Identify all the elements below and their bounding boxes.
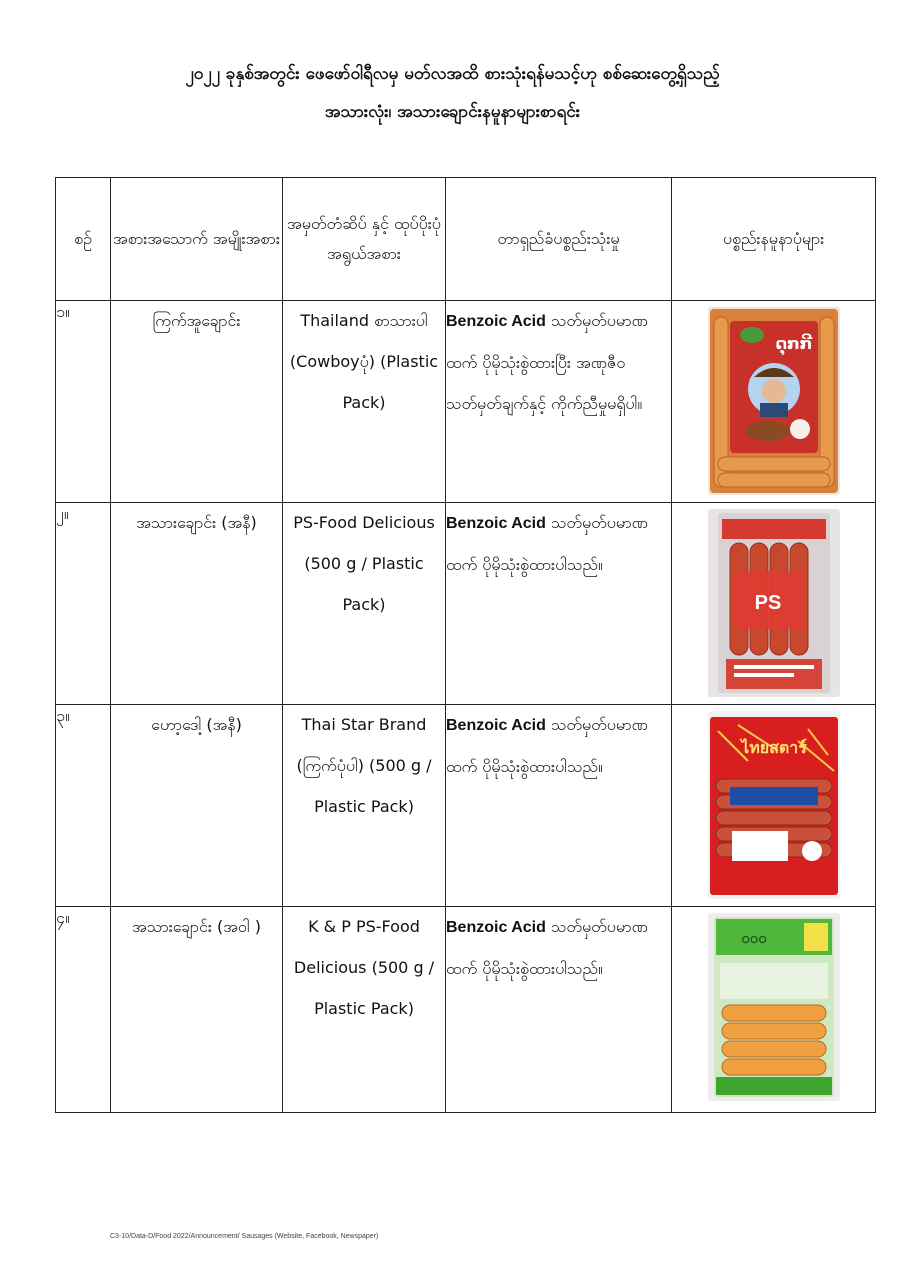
pack-label-text: PS bbox=[754, 592, 781, 614]
sample-photo-cell bbox=[672, 705, 876, 907]
finding-text: သတ်မှတ်ပမာဏထက် ပိုမိုသုံးစွဲထားပြီး အဏုဇီဝသတ်မှတ်ချက်နှင့် ကိုက်ညီမှုမရှိပါ။ bbox=[446, 311, 648, 413]
header-food-type: အစားအသောက် အမျိုးအစား bbox=[111, 178, 283, 301]
pack-label-text: ဝဝဝ bbox=[740, 929, 767, 947]
preservative-finding bbox=[446, 301, 672, 503]
food-type: အသားချောင်း (အနီ) bbox=[111, 503, 283, 705]
finding-text: သတ်မှတ်ပမာဏထက် ပိုမိုသုံးစွဲထားပါသည်။ bbox=[446, 715, 648, 776]
finding-chemical: Benzoic Acid bbox=[446, 919, 546, 936]
row-number: ၁။ bbox=[56, 301, 111, 503]
finding-chemical: Benzoic Acid bbox=[446, 313, 546, 330]
pack-label-text: ไทยสตาร์ bbox=[740, 738, 807, 757]
food-type: ကြက်အူချောင်း bbox=[111, 301, 283, 503]
header-sample-photos: ပစ္စည်းနမူနာပုံများ bbox=[672, 178, 876, 301]
sample-photo-cell bbox=[672, 301, 876, 503]
brand-package: Thai Star Brand (ကြက်ပုံပါ) (500 g / Plastic Pack) bbox=[283, 705, 446, 907]
sample-photo-cell bbox=[672, 907, 876, 1113]
finding-chemical: Benzoic Acid bbox=[446, 515, 546, 532]
table-row bbox=[56, 907, 876, 1113]
sample-table bbox=[55, 177, 876, 1113]
header-brand-package: အမှတ်တံဆိပ် နှင့် ထုပ်ပိုးပုံ အရွယ်အစား bbox=[283, 178, 446, 301]
row-number: ၄။ bbox=[56, 907, 111, 1113]
sausage-pack-photo bbox=[708, 509, 840, 697]
preservative-finding bbox=[446, 503, 672, 705]
sausage-pack-photo bbox=[708, 711, 840, 899]
page-title-line-2: အသားလုံး၊ အသားချောင်းနမူနာများစာရင်း bbox=[324, 102, 581, 122]
header-preservative-use: တာရှည်ခံပစ္စည်းသုံးမှု bbox=[446, 178, 672, 301]
table-row bbox=[56, 705, 876, 907]
page-title-line-1: ၂၀၂၂ ခုနှစ်အတွင်း ဖေဖော်ဝါရီလမှ မတ်လအထိ စားသုံးရန်မသင့်ဟု စစ်ဆေးတွေ့ရှိသည့် bbox=[185, 64, 720, 84]
preservative-finding bbox=[446, 907, 672, 1113]
brand-package: K & P PS-Food Delicious (500 g / Plastic Pack) bbox=[283, 907, 446, 1113]
preservative-finding bbox=[446, 705, 672, 907]
finding-text: သတ်မှတ်ပမာဏထက် ပိုမိုသုံးစွဲထားပါသည်။ bbox=[446, 513, 648, 574]
sausage-pack-photo bbox=[708, 307, 840, 495]
table-row bbox=[56, 301, 876, 503]
food-type: အသားချောင်း (အဝါ ) bbox=[111, 907, 283, 1113]
row-number: ၂။ bbox=[56, 503, 111, 705]
food-type: ဟော့ဒေါ့ (အနီ) bbox=[111, 705, 283, 907]
finding-text: သတ်မှတ်ပမာဏထက် ပိုမိုသုံးစွဲထားပါသည်။ bbox=[446, 917, 648, 978]
table-row bbox=[56, 503, 876, 705]
document-reference-footer: C3-10/Data-D/Food 2022/Announcement/ Sausages (Website, Facebook, Newspaper) bbox=[110, 1233, 379, 1240]
sample-photo-cell bbox=[672, 503, 876, 705]
pack-label-text: ດຸກກີ bbox=[775, 334, 812, 353]
brand-package: Thailand စာသားပါ (Cowboyပုံ) (Plastic Pack) bbox=[283, 301, 446, 503]
sausage-pack-photo bbox=[708, 913, 840, 1101]
row-number: ၃။ bbox=[56, 705, 111, 907]
header-no: စဉ် bbox=[56, 178, 111, 301]
brand-package: PS-Food Delicious (500 g / Plastic Pack) bbox=[283, 503, 446, 705]
finding-chemical: Benzoic Acid bbox=[446, 717, 546, 734]
table-header-row bbox=[56, 178, 876, 301]
